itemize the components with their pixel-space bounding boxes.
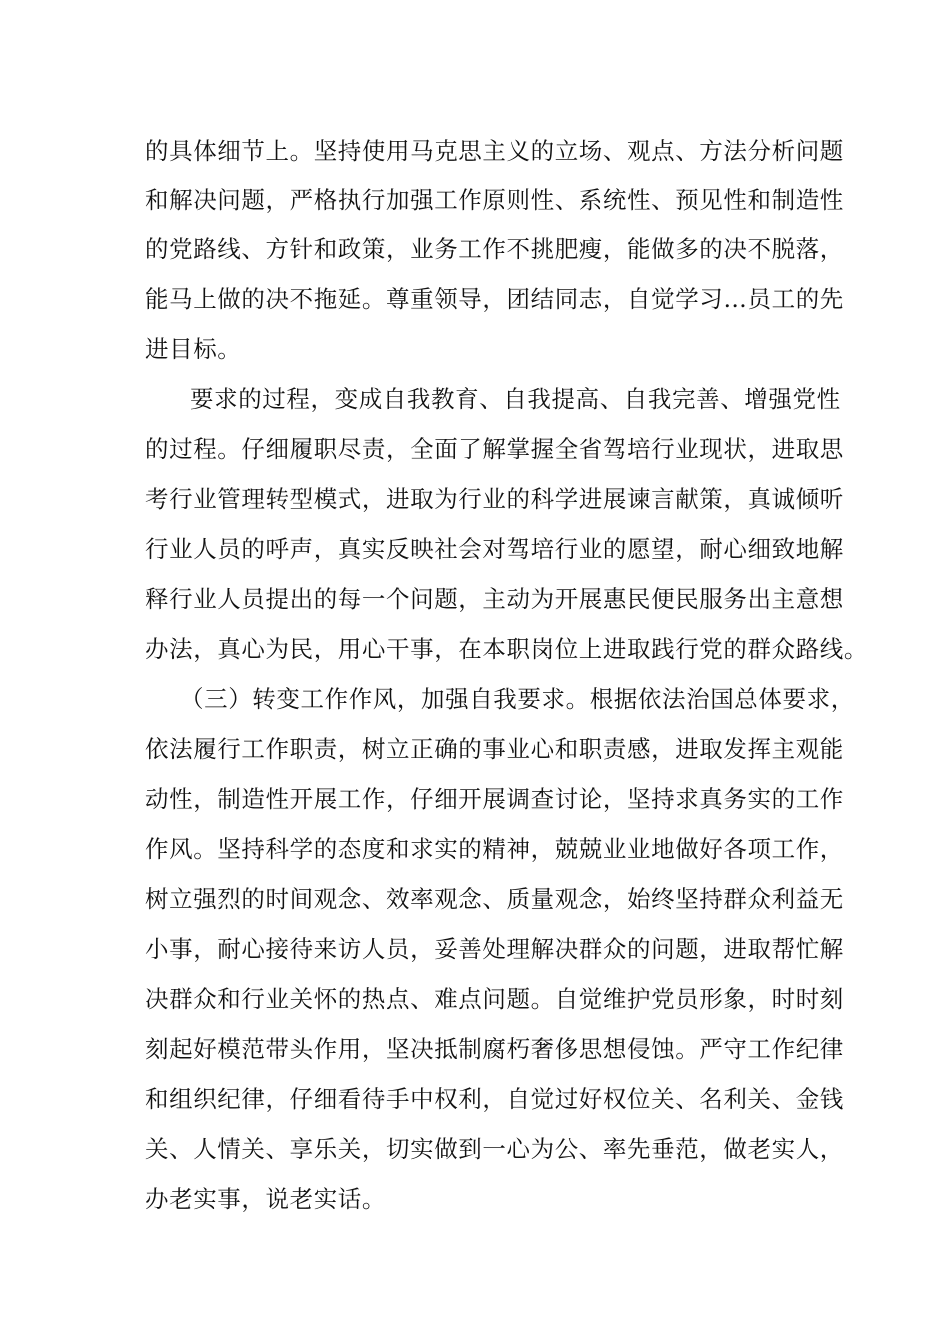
text-line: 办法，真心为民，用心干事，在本职岗位上进取践行党的群众路线。 <box>145 635 868 663</box>
text-line: 的过程。仔细履职尽责，全面了解掌握全省驾培行业现状，进取思 <box>145 435 844 463</box>
text-line: 决群众和行业关怀的热点、难点问题。自觉维护党员形象，时时刻 <box>145 985 844 1013</box>
text-line: 能马上做的决不拖延。尊重领导，团结同志，自觉学习…员工的先 <box>145 285 844 313</box>
text-line: 办老实事，说老实话。 <box>145 1185 386 1213</box>
text-line: 考行业管理转型模式，进取为行业的科学进展谏言献策，真诚倾听 <box>145 485 844 513</box>
text-line: 关、人情关、享乐关，切实做到一心为公、率先垂范，做老实人， <box>145 1135 844 1163</box>
text-line: 树立强烈的时间观念、效率观念、质量观念，始终坚持群众利益无 <box>145 885 844 913</box>
text-line: 释行业人员提出的每一个问题，主动为开展惠民便民服务出主意想 <box>145 585 844 613</box>
text-line: 和解决问题，严格执行加强工作原则性、系统性、预见性和制造性 <box>145 186 844 214</box>
text-line: 小事，耐心接待来访人员，妥善处理解决群众的问题，进取帮忙解 <box>145 935 844 963</box>
text-line: 和组织纪律，仔细看待手中权利，自觉过好权位关、名利关、金钱 <box>145 1085 844 1113</box>
text-line: 的党路线、方针和政策，业务工作不挑肥瘦，能做多的决不脱落， <box>145 235 844 263</box>
paragraph-start-line: 要求的过程，变成自我教育、自我提高、自我完善、增强党性 <box>190 385 841 413</box>
text-line: 依法履行工作职责，树立正确的事业心和职责感，进取发挥主观能 <box>145 735 844 763</box>
text-line: 的具体细节上。坚持使用马克思主义的立场、观点、方法分析问题 <box>145 137 844 165</box>
text-line: 行业人员的呼声，真实反映社会对驾培行业的愿望，耐心细致地解 <box>145 535 844 563</box>
text-line: 刻起好模范带头作用，坚决抵制腐朽奢侈思想侵蚀。严守工作纪律 <box>145 1035 844 1063</box>
text-line: 动性，制造性开展工作，仔细开展调查讨论，坚持求真务实的工作 <box>145 785 844 813</box>
text-line: 作风。坚持科学的态度和求实的精神，兢兢业业地做好各项工作， <box>145 835 844 863</box>
text-line: 进目标。 <box>145 335 242 363</box>
section-heading-line: （三）转变工作作风，加强自我要求。根据依法治国总体要求， <box>180 685 855 713</box>
